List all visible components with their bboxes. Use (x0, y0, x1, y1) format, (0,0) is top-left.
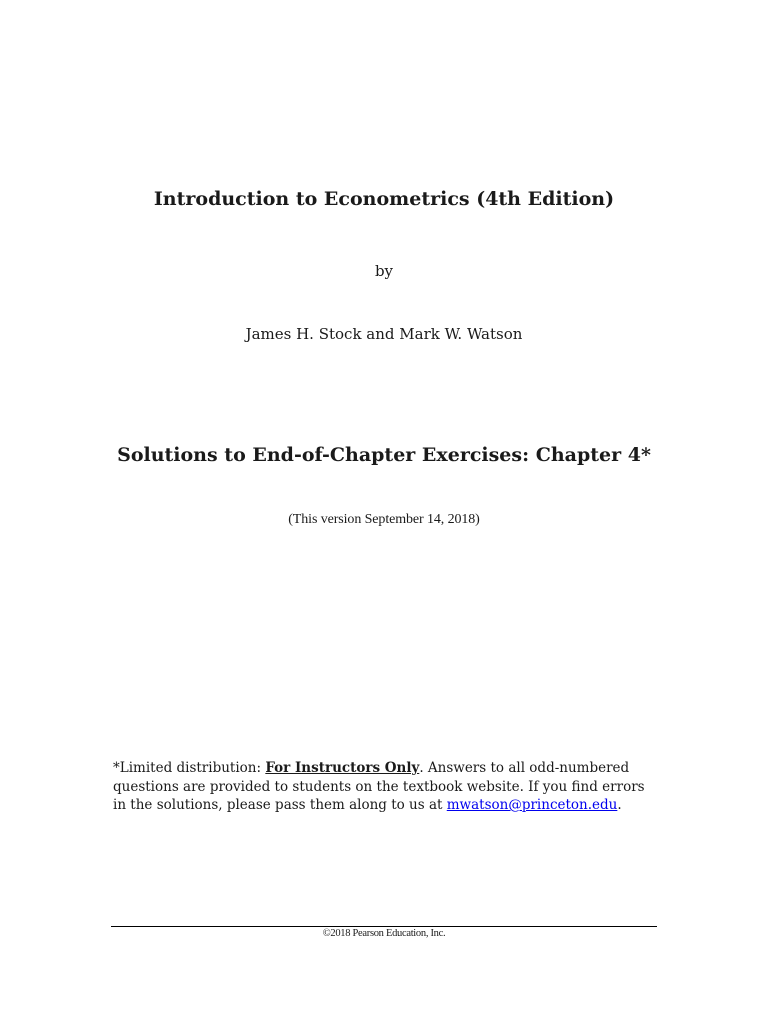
authors: James H. Stock and Mark W. Watson (245, 325, 523, 343)
footnote-emphasis: For Instructors Only (265, 760, 420, 776)
email-link[interactable]: mwatson@princeton.edu (446, 797, 618, 813)
footer-divider (111, 926, 657, 927)
copyright-notice: ©2018 Pearson Education, Inc. (322, 928, 446, 939)
by-line: by (374, 262, 394, 280)
footnote-prefix: *Limited distribution: (113, 760, 266, 776)
footnote (113, 759, 658, 815)
footnote-body: . Answers to all odd-numbered questions are provided to students on the textbook website. If you find errors in the solutions, please pass them along to us at (113, 760, 645, 813)
version-date: (This version September 14, 2018) (288, 512, 480, 527)
book-title: Introduction to Econometrics (4th Edition) (153, 188, 615, 210)
solutions-title: Solutions to End-of-Chapter Exercises: Chapter 4* (117, 444, 651, 466)
footnote-suffix: . (617, 797, 622, 813)
